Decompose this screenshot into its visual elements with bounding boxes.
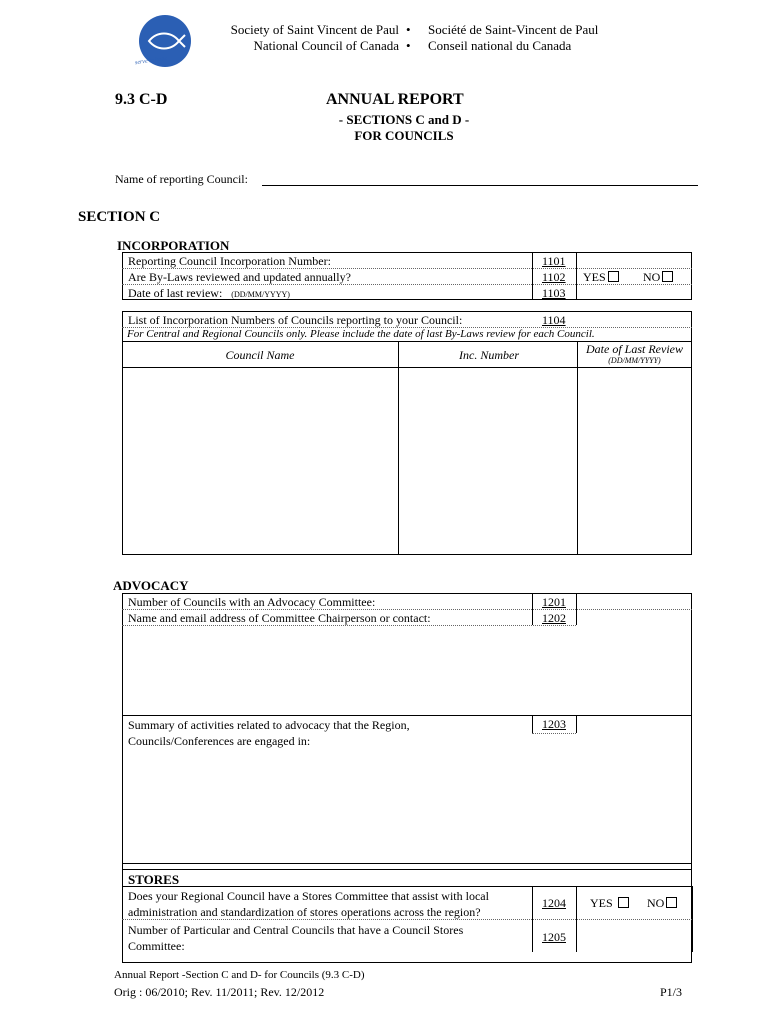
no-checkbox[interactable] [662, 271, 673, 282]
code-1103: 1103 [542, 286, 566, 300]
footer-title: Annual Report -Section C and D- for Councils (9.3 C-D) [114, 969, 365, 981]
code-1104: 1104 [542, 313, 566, 327]
last-review-cell[interactable] [578, 368, 691, 554]
page-title: ANNUAL REPORT [326, 91, 464, 108]
bylaws-no-option[interactable]: NO [643, 270, 673, 285]
incorporation-title: INCORPORATION [117, 238, 230, 253]
page-number: P1/3 [660, 985, 683, 999]
column-date-last-review: Date of Last Review [586, 342, 683, 356]
footer-revisions: Orig : 06/2010; Rev. 11/2011; Rev. 12/2012 [114, 985, 325, 999]
advocacy-committee-label: Number of Councils with an Advocacy Committee: [128, 595, 376, 609]
stores-committee-label: Does your Regional Council have a Stores Committee that assist with local administration and standardization of stores operations across the region? [128, 889, 489, 919]
list-note: For Central and Regional Councils only. Please include the date of last By-Laws review for each Council. [127, 328, 595, 340]
org-name-fr: Société de Saint-Vincent de Paul Conseil national du Canada [428, 22, 599, 53]
code-1202: 1202 [542, 611, 566, 625]
page-subtitle: - SECTIONS C and D - FOR COUNCILS [338, 112, 470, 143]
form-code: 9.3 C-D [115, 91, 168, 108]
code-1203: 1203 [542, 717, 566, 731]
advocacy-committee-input[interactable] [578, 595, 690, 609]
stores-yes-checkbox[interactable] [618, 897, 629, 908]
last-review-label: Date of last review: (DD/MM/YYYY) [128, 286, 290, 300]
advocacy-summary-label: Summary of activities related to advocacy that the Region, Councils/Conferences are engaged in: [128, 718, 410, 748]
stores-title: STORES [128, 872, 180, 887]
code-1102: 1102 [542, 270, 566, 284]
stores-no-checkbox[interactable] [666, 897, 677, 908]
advocacy-title: ADVOCACY [113, 578, 189, 593]
council-stores-label: Number of Particular and Central Councils that have a Council Stores Committee: [128, 923, 464, 953]
code-1205: 1205 [542, 930, 566, 944]
chairperson-input[interactable] [124, 627, 690, 713]
column-council-name: Council Name [225, 348, 295, 362]
code-1204: 1204 [542, 896, 566, 910]
advocacy-summary-input[interactable] [124, 751, 690, 859]
column-inc-number: Inc. Number [459, 348, 519, 362]
bylaws-yes-option[interactable]: YES [583, 270, 619, 285]
inc-number-input[interactable] [578, 254, 690, 268]
council-name-cell[interactable] [123, 368, 398, 554]
yes-checkbox[interactable] [608, 271, 619, 282]
section-c-title: SECTION C [78, 209, 161, 225]
bylaws-label: Are By-Laws reviewed and updated annually? [128, 270, 351, 284]
stores-no-option[interactable]: NO [647, 896, 677, 911]
logo-caption: serve in hope [134, 55, 168, 67]
code-1201: 1201 [542, 595, 566, 609]
council-name-field[interactable] [262, 185, 698, 186]
inc-number-label: Reporting Council Incorporation Number: [128, 254, 331, 268]
chairperson-label: Name and email address of Committee Chairperson or contact: [128, 611, 431, 625]
stores-yes-option[interactable]: YES [590, 896, 629, 911]
code-1101: 1101 [542, 254, 566, 268]
last-review-input[interactable] [578, 286, 690, 300]
org-name-en: Society of Saint Vincent de Paul National Council of Canada [230, 22, 399, 53]
inc-number-cell[interactable] [399, 368, 577, 554]
council-stores-input[interactable] [578, 921, 690, 951]
council-name-label: Name of reporting Council: [115, 172, 248, 186]
column-date-format: (DD/MM/YYYY) [608, 356, 661, 365]
org-separator: • • [406, 22, 411, 53]
list-label: List of Incorporation Numbers of Councils reporting to your Council: [128, 313, 463, 327]
